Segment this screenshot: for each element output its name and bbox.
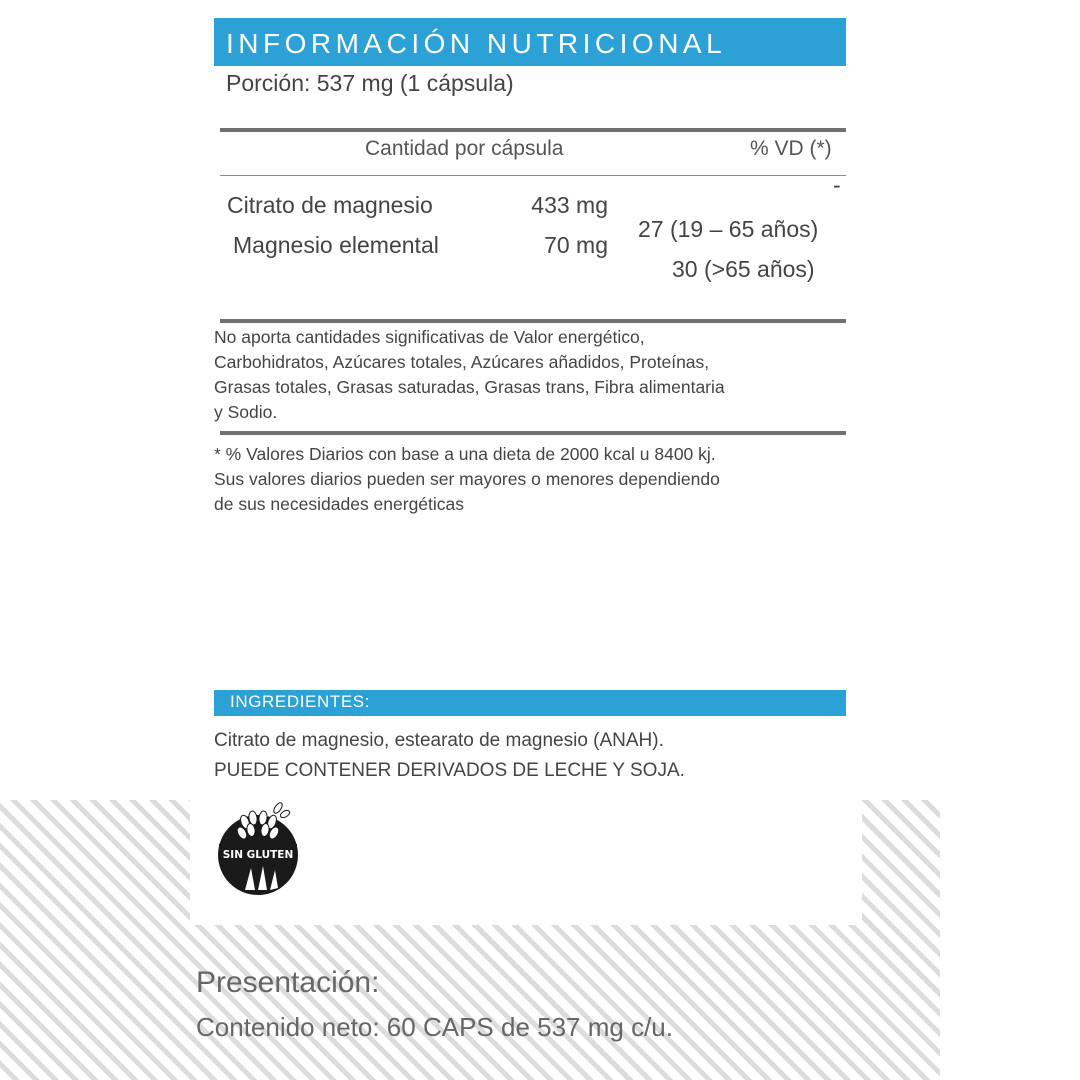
note-line: Grasas totales, Grasas saturadas, Grasas trans, Fibra alimentaria	[214, 377, 725, 397]
ingredients-line: Citrato de magnesio, estearato de magnesio (ANAH).	[214, 730, 664, 751]
nutrient-name: Citrato de magnesio	[227, 192, 433, 218]
divider	[220, 175, 846, 176]
nutrient-amount: 70 mg	[544, 232, 608, 258]
presentation-content: Contenido neto: 60 CAPS de 537 mg c/u.	[196, 1012, 673, 1042]
nutrient-amount: 433 mg	[531, 192, 608, 218]
nutrient-dv-elderly: 30 (>65 años)	[672, 256, 815, 282]
page-title: INFORMACIÓN NUTRICIONAL	[226, 28, 727, 59]
footnote-line: * % Valores Diarios con base a una dieta de 2000 kcal u 8400 kj.	[214, 444, 716, 464]
footnote-line: de sus necesidades energéticas	[214, 494, 465, 514]
nutrient-dv: 27 (19 – 65 años)	[638, 216, 819, 242]
nutrient-name: Magnesio elemental	[233, 232, 439, 258]
background-fade	[940, 800, 1080, 1080]
column-header-dv: % VD (*)	[750, 137, 832, 160]
badge-label: SIN GLUTEN	[222, 849, 294, 861]
ingredients-title: INGREDIENTES:	[230, 692, 371, 711]
gluten-free-badge	[215, 800, 301, 896]
ingredients-line: PUEDE CONTENER DERIVADOS DE LECHE Y SOJA.	[214, 760, 685, 781]
serving-size: Porción: 537 mg (1 cápsula)	[226, 70, 514, 96]
nutrient-dv: -	[833, 172, 841, 198]
note-line: No aporta cantidades significativas de Valor energético,	[214, 327, 645, 347]
nutrient-note	[214, 325, 854, 425]
ingredients-text	[214, 726, 685, 786]
footnote-line: Sus valores diarios pueden ser mayores o menores dependiendo	[214, 469, 720, 489]
presentation-title: Presentación:	[196, 966, 380, 999]
dv-footnote	[214, 442, 854, 517]
column-header-amount: Cantidad por cápsula	[365, 137, 564, 160]
divider	[220, 431, 846, 435]
divider	[220, 319, 846, 323]
note-line: y Sodio.	[214, 402, 278, 422]
note-line: Carbohidratos, Azúcares totales, Azúcares añadidos, Proteínas,	[214, 352, 710, 372]
divider	[220, 128, 846, 132]
